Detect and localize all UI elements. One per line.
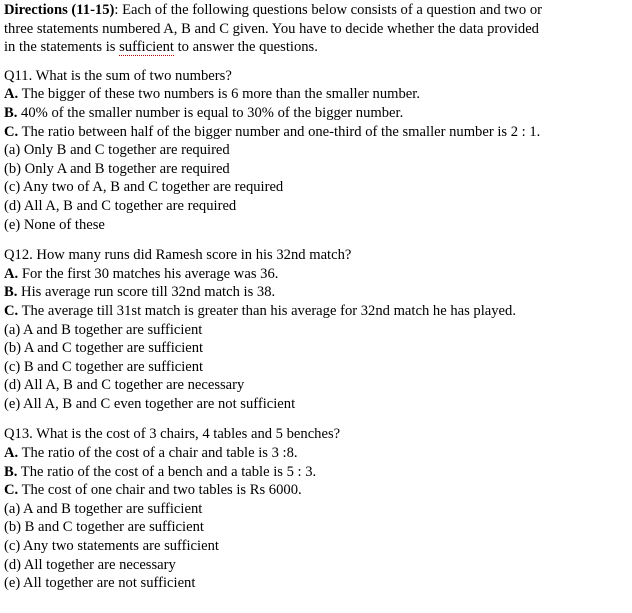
statement-text: For the first 30 matches his average was 36.: [18, 265, 279, 282]
statement-label: B.: [4, 284, 18, 301]
option-e: (e) None of these: [4, 216, 105, 233]
statement-label: B.: [4, 104, 18, 121]
option-b: (b) A and C together are sufficient: [4, 340, 204, 357]
directions-line-2: three statements numbered A, B and C given. You have to decide whether the data provided: [4, 20, 539, 37]
option-a: (a) A and B together are sufficient: [4, 500, 203, 517]
statement-label: B.: [4, 463, 18, 480]
statement-label: A.: [4, 86, 19, 103]
statement-text: The ratio of the cost of a bench and a table is 5 : 3.: [17, 463, 317, 480]
statement-label: A.: [4, 265, 19, 282]
statement-text: The average till 31st match is greater than his average for 32nd match he has played.: [18, 302, 516, 319]
directions-line-3: [4, 38, 632, 57]
statement-label: C.: [4, 123, 19, 140]
option-a: (a) Only B and C together are required: [4, 142, 230, 159]
spellcheck-word: sufficient: [119, 39, 174, 56]
question-text: Q12. How many runs did Ramesh score in his 32nd match?: [4, 247, 352, 264]
option-a: (a) A and B together are sufficient: [4, 321, 203, 338]
option-d: (d) All together are necessary: [4, 556, 176, 573]
option-b: (b) Only A and B together are required: [4, 160, 230, 177]
directions-text-1: : Each of the following questions below consists of a question and two or: [114, 2, 542, 18]
statement-b: [4, 283, 632, 302]
directions-block: [4, 1, 632, 57]
directions-line-1: [4, 1, 632, 20]
statement-a: [4, 444, 632, 463]
question-13: [4, 425, 632, 592]
option-c: (c) Any two of A, B and C together are required: [4, 179, 284, 196]
statement-a: [4, 265, 632, 284]
statement-a: [4, 85, 632, 104]
statement-label: A.: [4, 445, 19, 462]
statement-label: C.: [4, 302, 19, 319]
directions-text-3a: in the statements is: [4, 39, 120, 56]
question-text: Q11. What is the sum of two numbers?: [4, 67, 232, 84]
directions-text-3b: to answer the questions.: [173, 39, 318, 56]
statement-b: [4, 463, 632, 482]
option-b: (b) B and C together are sufficient: [4, 519, 204, 536]
statement-c: [4, 123, 632, 142]
statement-text: His average run score till 32nd match is 38.: [17, 284, 276, 301]
option-e: (e) All together are not sufficient: [4, 575, 196, 592]
statement-b: [4, 104, 632, 123]
option-c: (c) Any two statements are sufficient: [4, 538, 219, 555]
document-page: [0, 1, 632, 593]
question-12: [4, 246, 632, 413]
option-c: (c) B and C together are sufficient: [4, 358, 204, 375]
statement-c: [4, 302, 632, 321]
option-e: (e) All A, B and C even together are not sufficient: [4, 395, 296, 412]
statement-text: The cost of one chair and two tables is Rs 6000.: [18, 482, 302, 499]
statement-text: 40% of the smaller number is equal to 30% of the bigger number.: [17, 104, 404, 121]
statement-text: The ratio between half of the bigger number and one-third of the smaller number is 2 : 1.: [18, 123, 541, 140]
option-d: (d) All A, B and C together are required: [4, 197, 237, 214]
statement-text: The bigger of these two numbers is 6 more than the smaller number.: [18, 86, 420, 103]
statement-c: [4, 481, 632, 500]
question-text: Q13. What is the cost of 3 chairs, 4 tables and 5 benches?: [4, 426, 341, 443]
statement-text: The ratio of the cost of a chair and table is 3 :8.: [18, 445, 298, 462]
question-11: [4, 67, 632, 234]
option-d: (d) All A, B and C together are necessary: [4, 377, 245, 394]
directions-label: Directions (11-15): [4, 2, 115, 18]
statement-label: C.: [4, 482, 19, 499]
